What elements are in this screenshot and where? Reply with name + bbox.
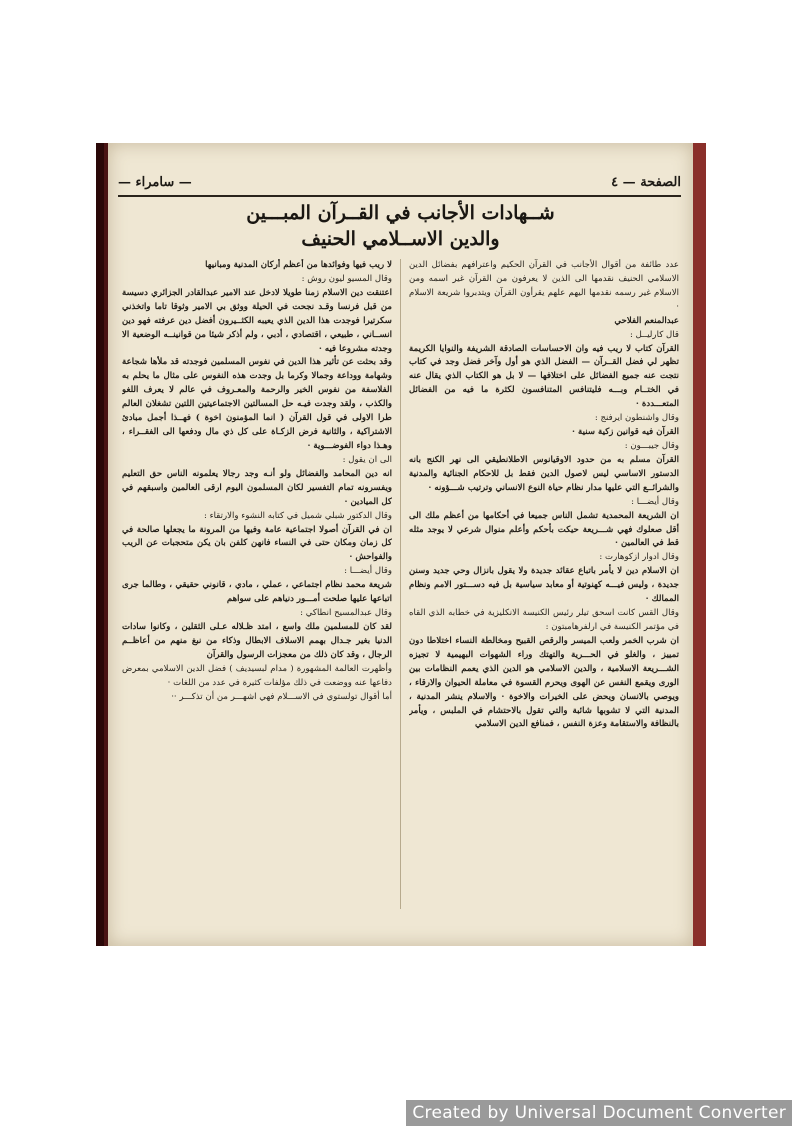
right-column-paragraph: ان شرب الخمر ولعب الميسر والرقص القبيح ومخالطة النساء اختلاطا دون تمييز ، والغلو في الحـــرية والتهتك وراء الشهوات البهيمية لا تجيزه الشـــريعة الاسلامية ، والدين الاسلامي هو الدين الذي يعمم النظامات بين الورى ويقمع النفس عن الهوى ويحرم القسوة في معاملة الحيوان والارقاء ، ويوصي بالانسان ويحض على الخيرات والاخوة · والاسلام ينشر المدنية ، المدنية التي لا تشوبها شائبة والتي تقول بالاحتشام في الملبس ، ويأمر بالنظافة والاستقامة وعزة النفس ، فمنافع الدين الاسلامي xyxy=(409,635,679,730)
right-column-paragraph: ان الاسلام دين لا يأمر باتباع عقائد جديدة ولا يقول بانزال وحي جديد وسنن جديدة ، وليس فيـــه كهنوتية أو معابد سياسية بل فيه دســـتور الامم ونظام الممالك · xyxy=(409,566,679,605)
article-title xyxy=(108,201,693,252)
page-header xyxy=(118,171,681,193)
left-column-paragraph: انه دين المحامد والفضائل ولو أنـه وجد رجالا يعلمونه الناس حق التعليم ويفسرونه تمام التفسير لكان المسلمون اليوم ارقى العالمين واسبقهم في كل الميادين · xyxy=(122,468,392,507)
title-line-1: شــهادات الأجانب في القــرآن المبـــين xyxy=(246,202,555,224)
column-divider xyxy=(400,259,401,909)
page-right-edge xyxy=(693,143,706,946)
left-column-paragraph: وقال عبدالمسيح انطاكي : xyxy=(300,608,392,619)
book-binding-edge xyxy=(96,143,104,946)
right-column-paragraph: ان الشريعة المحمدية تشمل الناس جميعا في أحكامها من أعظم ملك الى أقل صعلوك فهي شـــريعة حيكت بأحكم وأعلم منوال شرعي لا يوجد مثله قط في العالمين · xyxy=(409,510,679,549)
left-column-paragraph: ان في القرآن أصولا اجتماعية عامة وفيها من المرونة ما يجعلها صالحة في كل زمان ومكان حتى في النساء فانهن كلفن بان يكن متحجبات عن الريب والفواحش · xyxy=(122,524,392,563)
left-column xyxy=(122,259,392,909)
left-column-paragraph: اعتنقت دين الاسلام زمنا طويلا لادخل عند الامير عبدالقادر الجزائري دسيسة من قبل فرنسا وقـد نجحت في الحيلة ووثق بي الامير وثوقا تاما واتخذني سكرتيرا فوجدت هذا الدين الذي يعيبه الكثــيرون أفضل دين عرفته فهو دين انســاني ، طبيعي ، اقتصادي ، أدبي ، ولم أذكر شيئا من قوانينــه الوضعية الا وجدته مشروعا فيه · xyxy=(122,287,392,354)
right-column-paragraph: القرآن فيه قوانين زكية سنية · xyxy=(572,427,679,438)
left-column-paragraph: الى ان يقول : xyxy=(342,454,392,465)
right-column-paragraph: قال كارليــل : xyxy=(630,329,679,340)
left-column-paragraph: أما أقوال تولستوي في الاســـلام فهي اشهـــر من أن تذكـــر ·· xyxy=(171,691,392,702)
left-column-paragraph: وأظهرت العالمة المشهورة ( مدام لبسيديف ) فضل الدين الاسلامي بمعرض دفاعها عنه ووضعت في ذلك مؤلفات كثيرة في عدد من اللغات · xyxy=(122,663,392,688)
converter-watermark: Created by Universal Document Converter xyxy=(406,1100,792,1126)
right-column-paragraph: وقال القس كانت اسحق تيلر رئيس الكنيسة الانكليزية في خطابه الذي القاه في مؤتمر الكنيسة في ارلفرهامبتون : xyxy=(409,608,679,632)
section-label: — سامراء — xyxy=(118,174,192,190)
left-column-paragraph: وقال المسيو ليون روش : xyxy=(301,273,392,284)
right-column xyxy=(409,259,679,909)
left-column-paragraph: وقال أيضـــا : xyxy=(344,566,392,577)
title-line-2: والدين الاســلامي الحنيف xyxy=(301,227,500,250)
right-column-paragraph: عدد طائفة من أقوال الأجانب في القرآن الحكيم واعترافهم بفضائل الدين الاسلامي الحنيف نقدمها الى الذين لا يعرفون من القرآن غير اسمه ومن الاسلام غير رسمه نقدمها اليهم علهم يقرأون القرآن ويتدبروا شريعة الاسلام · xyxy=(409,260,679,312)
right-column-paragraph: القرآن كتاب لا ريب فيه وان الاحساسات الصادقة الشريفة والنوايا الكريمة تظهر لي فضل القــرآن — الفضل الذي هو أول وآخر فضل وجد في كتاب نتجت عنه جميع الفضائل على اختلافها — لا بل هو الكتاب الذي يقال عنه في الختــام وبـــه فليتنافس المتنافسون لكثرة ما فيه من الفضائل المتعـــددة · xyxy=(409,343,679,410)
header-divider xyxy=(118,195,681,197)
left-column-paragraph: شريعة محمد نظام اجتماعي ، عملي ، مادي ، قانوني حقيقي ، وطالما جرى اتباعها عليها صلحت أمـــور دنياهم على سواهم xyxy=(122,580,392,605)
right-column-paragraph: وقال جيبـــون : xyxy=(624,440,679,451)
right-column-paragraph: وقال ادوار ازكوهارت : xyxy=(599,552,679,563)
left-column-paragraph: لا ريب فيها وفوائدها من أعظم أركان المدنية ومبانيها xyxy=(205,260,392,270)
right-column-paragraph: القرآن مسلم به من حدود الاوقيانوس الاطلانطيقي الى نهر الكنج بانه الدستور الاساسي ليس لاصول الدين فقط بل للاحكام الجنائية والمدنية والشرائــع التي عليها مدار نظام حياة النوع الانساني وترتيب شـــؤونه · xyxy=(409,454,679,493)
left-column-paragraph: لقد كان للمسلمين ملك واسع ، امتد ظـلاله عـلى الثقلين ، وكانوا سادات الدنيا بغير جـدال بهمم الاسلاف الابطال وذكاء من نبغ منهم من أعاظــم الرجال ، وقد كان ذلك من معجزات الرسول والقرآن xyxy=(122,621,392,660)
right-column-paragraph: وقال واشنطون ايرفنج : xyxy=(594,413,679,424)
page-number-label: الصفحة — ٤ xyxy=(611,174,681,190)
scanned-page xyxy=(96,143,706,946)
left-column-paragraph: وقد بحثت عن تأثير هذا الدين في نفوس المسلمين فوجدته قد ملأها شجاعة وشهامة ووداعة وجمالا وكرما بل وجدت هذه النفوس على مثال ما يحلم به الفلاسفة من نفوس الخير والرحمة والمعـروف في عالم لا يعرف اللغو والكذب ، ولقد وجدت فيـه حل المسالتين الاجتماعيتين اللتين تشغلان العالم طرا الاولى في قول القرآن ( انما المؤمنون اخوة ) فهــذا أجمل مبادئ الاشتراكية ، والثانية فرض الزكـاة على كل ذي مال ودفعها الى الفقــراء ، وهـذا دواء الفوضـــوية · xyxy=(122,357,392,451)
right-column-paragraph: وقال أيضـــا : xyxy=(631,496,679,507)
left-column-paragraph: وقال الدكتور شبلي شميل في كتابه النشوء والارتقاء : xyxy=(203,510,392,521)
newspaper-sheet xyxy=(108,143,693,946)
right-column-paragraph: عبدالمنعم الفلاحي xyxy=(614,315,679,326)
